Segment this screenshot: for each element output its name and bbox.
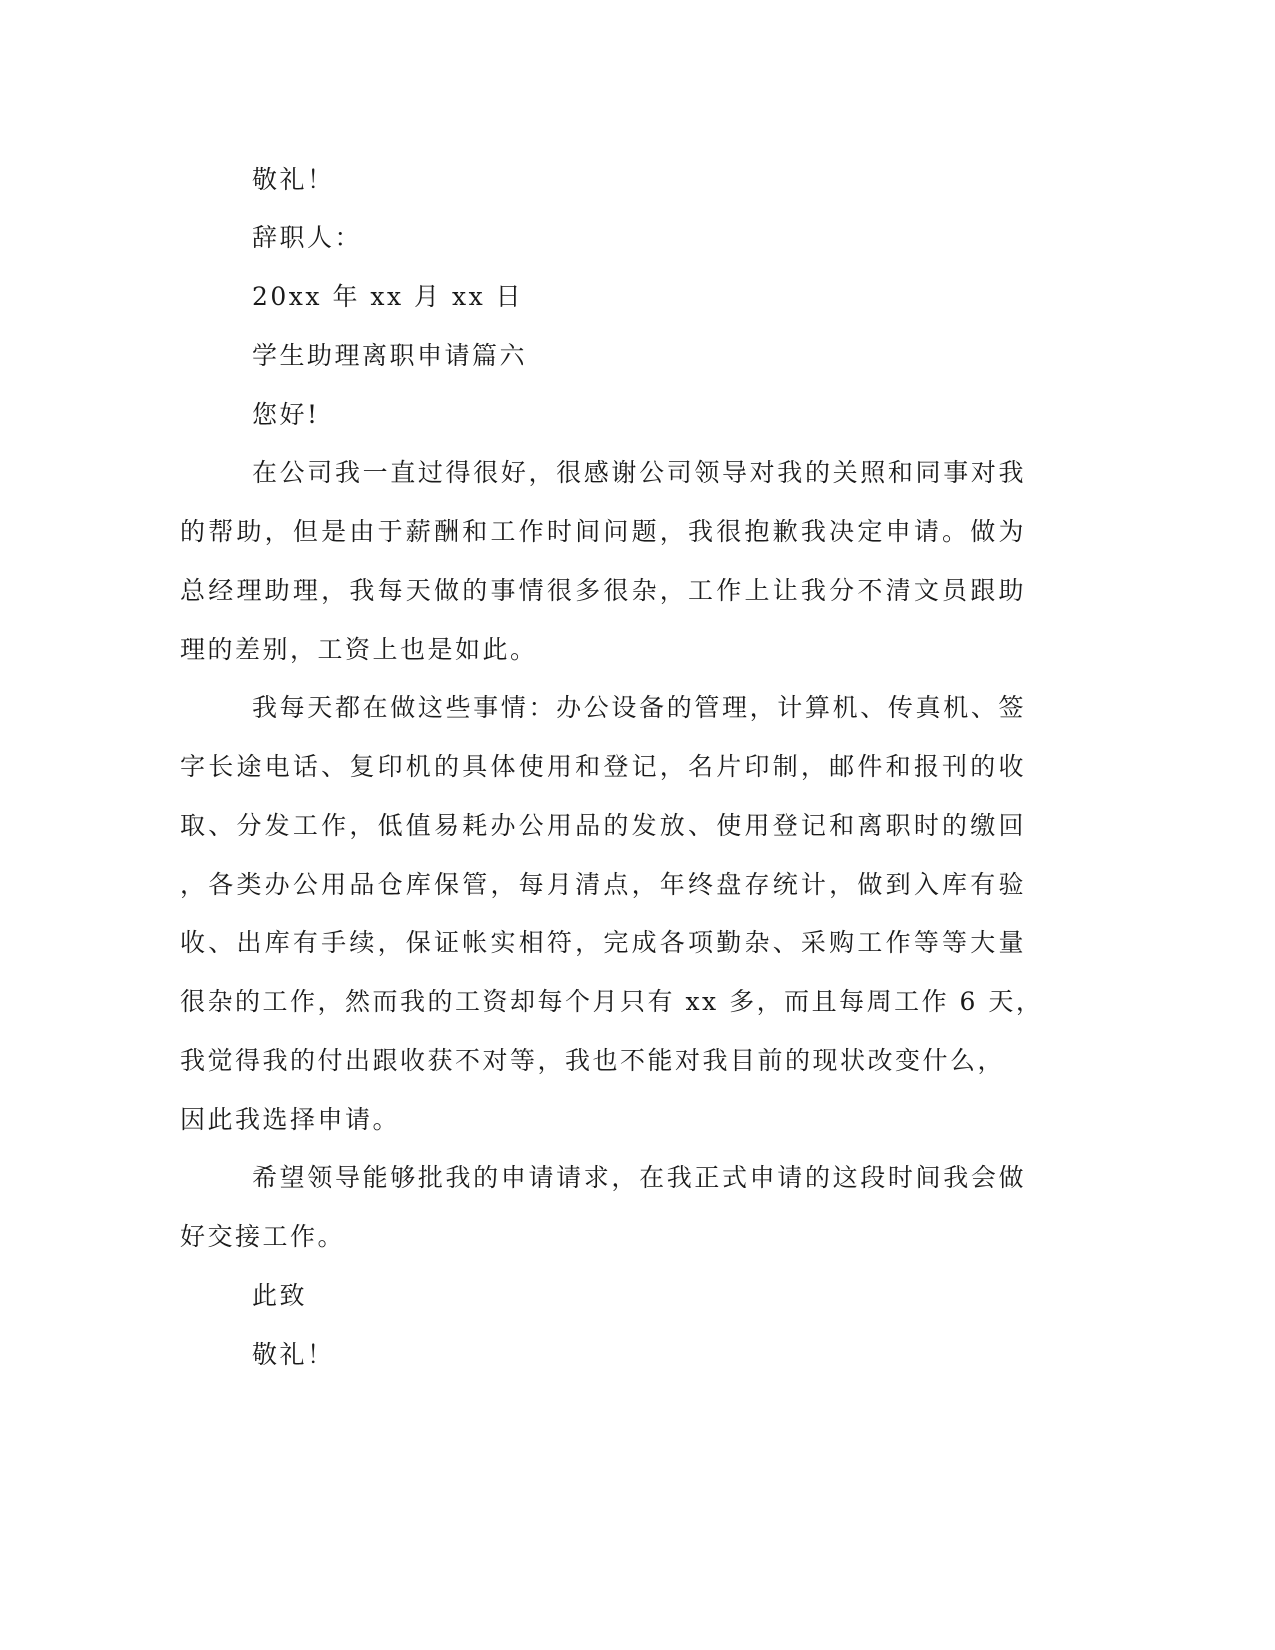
closing-salutation: 敬礼！ bbox=[252, 1340, 335, 1369]
paragraph-line: 总经理助理，我每天做的事情很多很杂，工作上让我分不清文员跟助 bbox=[180, 576, 1026, 605]
paragraph-line: 好交接工作。 bbox=[180, 1222, 346, 1251]
paragraph-line: 很杂的工作，然而我的工资却每个月只有 xx 多，而且每周工作 6 天， bbox=[180, 987, 1044, 1016]
paragraph-line: 理的差别，工资上也是如此。 bbox=[180, 635, 538, 664]
paragraph-line: 我觉得我的付出跟收获不对等，我也不能对我目前的现状改变什么， bbox=[180, 1046, 1006, 1075]
paragraph-line: ，各类办公用品仓库保管，每月清点，年终盘存统计，做到入库有验 bbox=[180, 870, 1026, 899]
paragraph-line: 因此我选择申请。 bbox=[180, 1105, 401, 1134]
paragraph-line: 我每天都在做这些事情：办公设备的管理，计算机、传真机、签 bbox=[252, 693, 1026, 722]
closing-phrase: 此致 bbox=[252, 1281, 308, 1310]
closing-salutation: 敬礼！ bbox=[252, 165, 335, 194]
paragraph-line: 字长途电话、复印机的具体使用和登记，名片印制，邮件和报刊的收 bbox=[180, 752, 1026, 781]
paragraph-line: 在公司我一直过得很好，很感谢公司领导对我的关照和同事对我 bbox=[252, 458, 1026, 487]
paragraph-line: 的帮助，但是由于薪酬和工作时间问题，我很抱歉我决定申请。做为 bbox=[180, 517, 1026, 546]
section-title: 学生助理离职申请篇六 bbox=[252, 341, 528, 370]
resigner-label: 辞职人： bbox=[252, 223, 363, 252]
paragraph-line: 希望领导能够批我的申请请求，在我正式申请的这段时间我会做 bbox=[252, 1163, 1026, 1192]
date-line: 20xx 年 xx 月 xx 日 bbox=[252, 282, 524, 311]
paragraph-line: 收、出库有手续，保证帐实相符，完成各项勤杂、采购工作等等大量 bbox=[180, 928, 1026, 957]
greeting: 您好! bbox=[252, 400, 320, 429]
paragraph-line: 取、分发工作，低值易耗办公用品的发放、使用登记和离职时的缴回 bbox=[180, 811, 1026, 840]
